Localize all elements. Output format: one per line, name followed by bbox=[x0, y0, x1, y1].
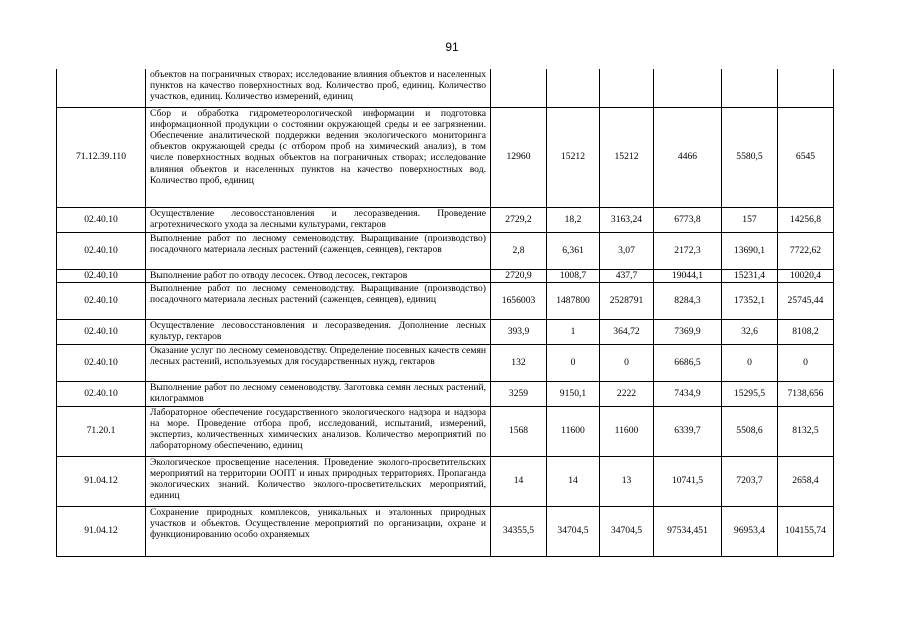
row-code: 91.04.12 bbox=[57, 506, 146, 556]
row-value-2: 14 bbox=[547, 456, 600, 506]
row-value-5: 15231,4 bbox=[722, 269, 778, 282]
row-value-2: 9150,1 bbox=[547, 381, 600, 406]
row-value-5: 5580,5 bbox=[722, 107, 778, 207]
row-value-6: 25745,44 bbox=[778, 282, 834, 319]
row-value-5: 0 bbox=[722, 344, 778, 381]
row-value-6: 10020,4 bbox=[778, 269, 834, 282]
row-value-2: 11600 bbox=[547, 406, 600, 456]
row-value-4 bbox=[654, 69, 722, 107]
row-value-5: 96953,4 bbox=[722, 506, 778, 556]
row-value-3: 437,7 bbox=[600, 269, 654, 282]
row-description: Осуществление лесовосстановления и лесоразведения. Дополнение лесных культур, гектаров bbox=[146, 319, 491, 344]
row-value-2: 6,361 bbox=[547, 232, 600, 269]
row-value-4: 4466 bbox=[654, 107, 722, 207]
row-value-5: 15295,5 bbox=[722, 381, 778, 406]
row-value-3: 364,72 bbox=[600, 319, 654, 344]
row-value-6: 6545 bbox=[778, 107, 834, 207]
row-value-6 bbox=[778, 69, 834, 107]
row-value-1: 132 bbox=[491, 344, 547, 381]
row-value-3: 11600 bbox=[600, 406, 654, 456]
row-description: Выполнение работ по лесному семеноводству. Выращивание (производство) посадочного материала лесных растений (саженцев, сеянцев), единиц bbox=[146, 282, 491, 319]
row-code: 02.40.10 bbox=[57, 381, 146, 406]
row-value-1: 3259 bbox=[491, 381, 547, 406]
row-value-1: 1568 bbox=[491, 406, 547, 456]
row-description: Сохранение природных комплексов, уникальных и эталонных природных участков и объектов. Осуществление мероприятий по организации, охране и функционированию особо охраняемых bbox=[146, 506, 491, 556]
row-value-3: 0 bbox=[600, 344, 654, 381]
table-row bbox=[57, 207, 834, 232]
row-value-3: 34704,5 bbox=[600, 506, 654, 556]
row-value-4: 8284,3 bbox=[654, 282, 722, 319]
row-value-2: 34704,5 bbox=[547, 506, 600, 556]
row-description: Оказание услуг по лесному семеноводству. Определение посевных качеств семян лесных растений, используемых для государственных нужд, гектаров bbox=[146, 344, 491, 381]
row-value-4: 6339,7 bbox=[654, 406, 722, 456]
row-code: 02.40.10 bbox=[57, 207, 146, 232]
row-value-3: 15212 bbox=[600, 107, 654, 207]
table-body bbox=[57, 69, 834, 556]
table-row bbox=[57, 232, 834, 269]
row-code: 02.40.10 bbox=[57, 269, 146, 282]
row-description: Лабораторное обеспечение государственного экологического надзора и надзора на море. Проведение отбора проб, исследований, испытаний, измерений, экспертиз, количественных химических анализов. Количество мероприятий по лабораторному обеспечению, единиц bbox=[146, 406, 491, 456]
row-value-6: 14256,8 bbox=[778, 207, 834, 232]
row-value-2: 1 bbox=[547, 319, 600, 344]
row-value-5: 5508,6 bbox=[722, 406, 778, 456]
row-code: 71.12.39.110 bbox=[57, 107, 146, 207]
row-value-2: 1487800 bbox=[547, 282, 600, 319]
row-value-1: 1656003 bbox=[491, 282, 547, 319]
table-row bbox=[57, 406, 834, 456]
row-description: Выполнение работ по лесному семеноводству. Выращивание (производство) посадочного материала лесных растений (саженцев, сеянцев), гектаров bbox=[146, 232, 491, 269]
row-value-4: 6686,5 bbox=[654, 344, 722, 381]
row-value-3: 3,07 bbox=[600, 232, 654, 269]
row-value-6: 7138,656 bbox=[778, 381, 834, 406]
row-value-5: 7203,7 bbox=[722, 456, 778, 506]
row-value-5 bbox=[722, 69, 778, 107]
row-value-4: 7434,9 bbox=[654, 381, 722, 406]
row-value-2 bbox=[547, 69, 600, 107]
row-description: Сбор и обработка гидрометеорологической информации и подготовка информационной продукции о состоянии окружающей среды и ее загрязнении. Обеспечение аналитической поддержки ведения экологического мониторинга объектов окружающей среды (с отбором проб на химический анализ), в том числе поверхностных водных объектов на пограничных створах; исследование влияния объектов и населенных пунктов на качество поверхностных вод. Количество проб, единиц bbox=[146, 107, 491, 207]
row-description: Осуществление лесовосстановления и лесоразведения. Проведение агротехнического ухода за лесными культурами, гектаров bbox=[146, 207, 491, 232]
row-value-3 bbox=[600, 69, 654, 107]
row-value-1: 12960 bbox=[491, 107, 547, 207]
row-value-2: 1008,7 bbox=[547, 269, 600, 282]
row-value-1: 14 bbox=[491, 456, 547, 506]
row-value-2: 18,2 bbox=[547, 207, 600, 232]
row-value-6: 8108,2 bbox=[778, 319, 834, 344]
row-code: 91.04.12 bbox=[57, 456, 146, 506]
row-value-1: 2720,9 bbox=[491, 269, 547, 282]
row-value-3: 2222 bbox=[600, 381, 654, 406]
row-value-4: 2172,3 bbox=[654, 232, 722, 269]
table-row bbox=[57, 319, 834, 344]
row-value-1: 393,9 bbox=[491, 319, 547, 344]
row-value-1: 2,8 bbox=[491, 232, 547, 269]
row-value-6: 2658,4 bbox=[778, 456, 834, 506]
row-value-4: 19044,1 bbox=[654, 269, 722, 282]
row-value-2: 0 bbox=[547, 344, 600, 381]
row-value-3: 3163,24 bbox=[600, 207, 654, 232]
table-row bbox=[57, 69, 834, 107]
row-description: Выполнение работ по отводу лесосек. Отвод лесосек, гектаров bbox=[146, 269, 491, 282]
table-row bbox=[57, 344, 834, 381]
row-code: 02.40.10 bbox=[57, 282, 146, 319]
row-code bbox=[57, 69, 146, 107]
services-table bbox=[56, 69, 834, 557]
row-value-6: 7722,62 bbox=[778, 232, 834, 269]
row-code: 71.20.1 bbox=[57, 406, 146, 456]
row-value-1: 34355,5 bbox=[491, 506, 547, 556]
row-value-5: 32,6 bbox=[722, 319, 778, 344]
row-value-6: 0 bbox=[778, 344, 834, 381]
row-value-5: 13690,1 bbox=[722, 232, 778, 269]
row-value-3: 2528791 bbox=[600, 282, 654, 319]
row-value-1 bbox=[491, 69, 547, 107]
row-value-4: 10741,5 bbox=[654, 456, 722, 506]
table-row bbox=[57, 107, 834, 207]
table-row bbox=[57, 282, 834, 319]
row-value-4: 6773,8 bbox=[654, 207, 722, 232]
row-code: 02.40.10 bbox=[57, 319, 146, 344]
row-code: 02.40.10 bbox=[57, 232, 146, 269]
table-row bbox=[57, 269, 834, 282]
table-row bbox=[57, 506, 834, 556]
row-value-6: 8132,5 bbox=[778, 406, 834, 456]
row-value-4: 7369,9 bbox=[654, 319, 722, 344]
row-value-1: 2729,2 bbox=[491, 207, 547, 232]
row-code: 02.40.10 bbox=[57, 344, 146, 381]
row-description: Выполнение работ по лесному семеноводству. Заготовка семян лесных растений, килограммов bbox=[146, 381, 491, 406]
row-description: объектов на пограничных створах; исследование влияния объектов и населенных пунктов на качество поверхностных вод. Количество проб, единиц. Количество участков, единиц. Количество измерений, единиц bbox=[146, 69, 491, 107]
table-row bbox=[57, 456, 834, 506]
row-value-5: 157 bbox=[722, 207, 778, 232]
page-number: 91 bbox=[445, 40, 459, 54]
row-value-2: 15212 bbox=[547, 107, 600, 207]
table-row bbox=[57, 381, 834, 406]
row-description: Экологическое просвещение населения. Проведение эколого-просветительских мероприятий на территории ООПТ и иных природных территориях. Пропаганда экологических знаний. Количество эколого-просветительских мероприятий, единиц bbox=[146, 456, 491, 506]
row-value-3: 13 bbox=[600, 456, 654, 506]
row-value-5: 17352,1 bbox=[722, 282, 778, 319]
row-value-4: 97534,451 bbox=[654, 506, 722, 556]
row-value-6: 104155,74 bbox=[778, 506, 834, 556]
